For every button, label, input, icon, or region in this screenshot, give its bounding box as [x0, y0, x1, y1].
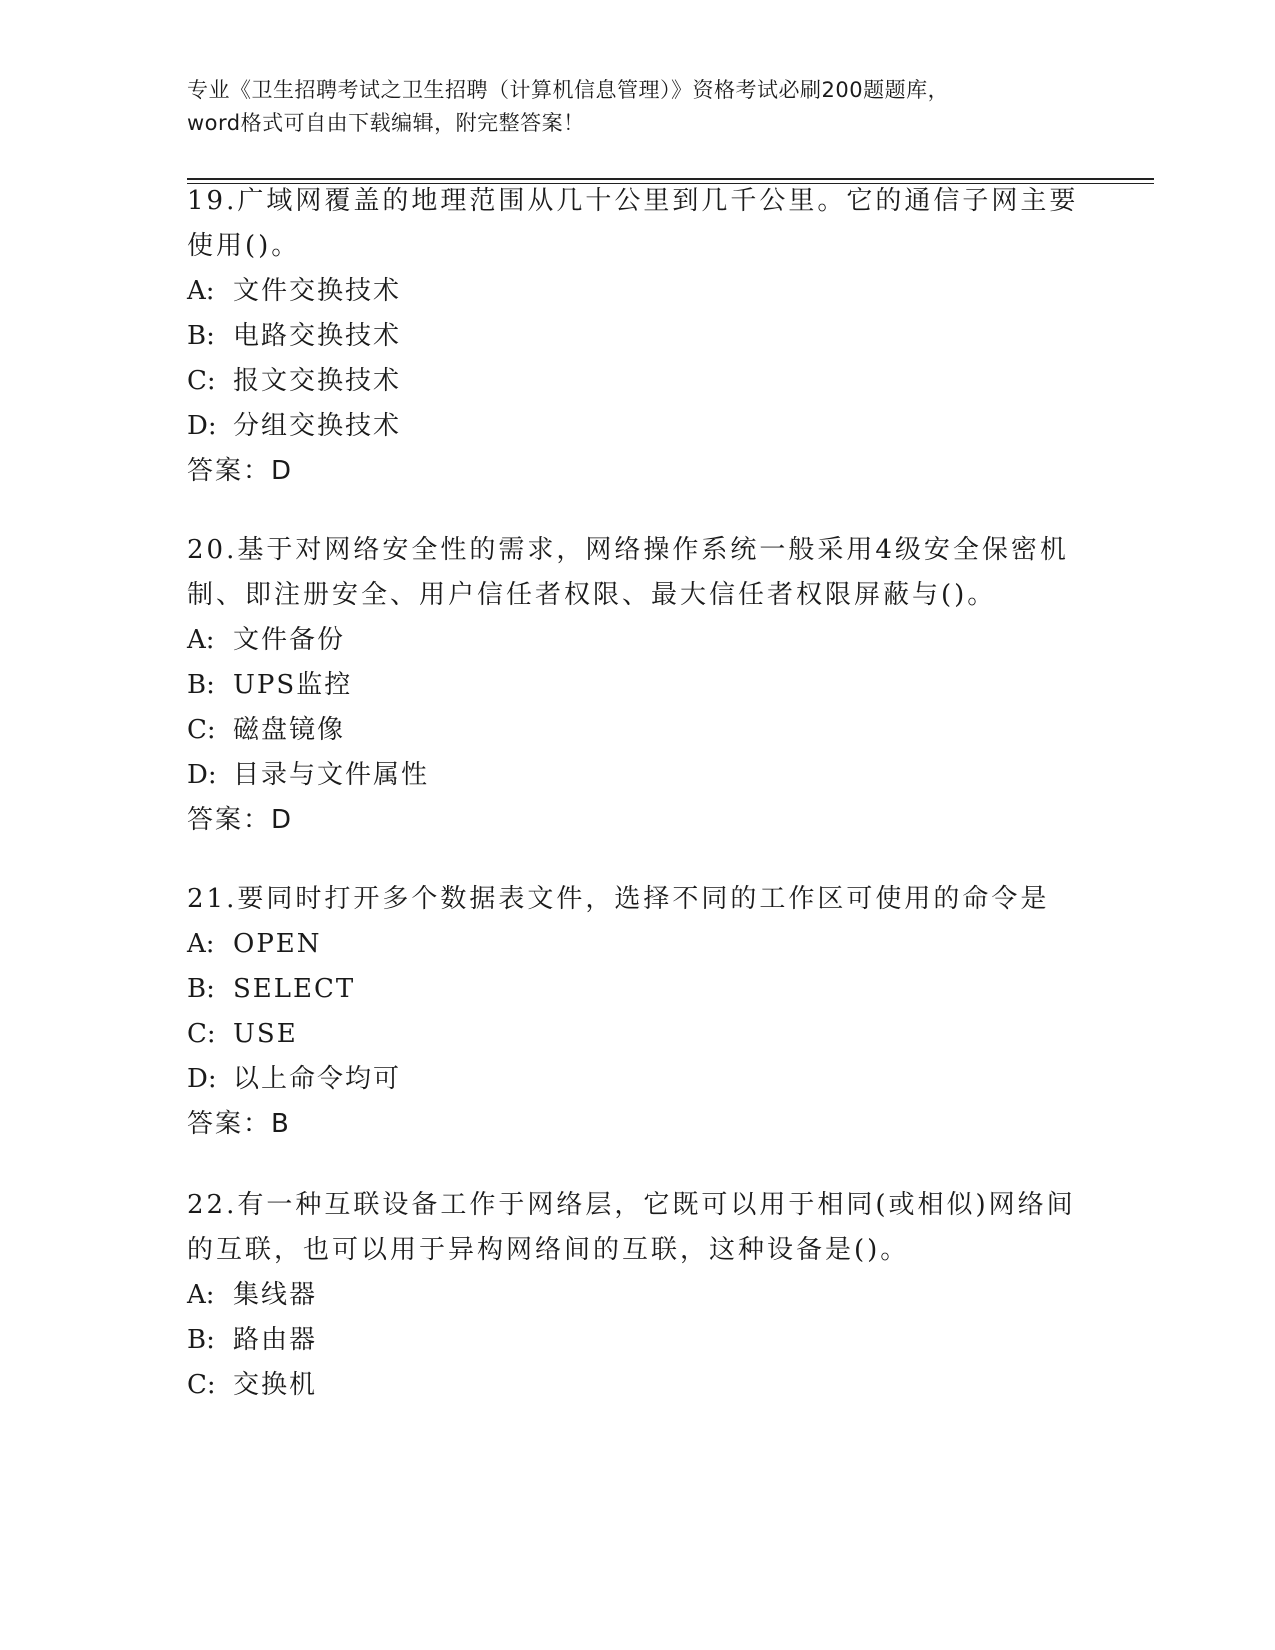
option-b: [187, 314, 1087, 359]
answer-value: D: [271, 805, 292, 835]
option-d: [187, 404, 1087, 449]
question-22: [187, 1183, 1087, 1408]
option-text: 分组交换技术: [233, 411, 402, 441]
option-c: [187, 1012, 1087, 1057]
option-key: A:: [187, 625, 215, 655]
option-c: [187, 359, 1087, 404]
answer-value: B: [271, 1109, 289, 1139]
question-20: [187, 528, 1087, 843]
option-text: SELECT: [233, 974, 356, 1004]
option-key: D:: [187, 1064, 217, 1094]
question-stem-line: 使用()。: [187, 231, 301, 261]
option-b: [187, 1318, 1087, 1363]
option-key: B:: [187, 321, 215, 351]
option-text: 文件交换技术: [233, 276, 402, 306]
option-text: 电路交换技术: [233, 321, 402, 351]
question-21: [187, 877, 1087, 1147]
question-stem-line: 22.有一种互联设备工作于网络层，它既可以用于相同(或相似)网络间: [187, 1190, 1076, 1220]
option-c: [187, 1363, 1087, 1408]
answer-line: [187, 449, 1087, 494]
option-text: 集线器: [233, 1280, 318, 1310]
option-text: 目录与文件属性: [233, 760, 430, 790]
option-d: [187, 1057, 1087, 1102]
option-text: 磁盘镜像: [233, 715, 346, 745]
answer-label: 答案：: [187, 456, 272, 486]
option-a: [187, 922, 1087, 967]
option-a: [187, 1273, 1087, 1318]
option-key: B:: [187, 670, 215, 700]
option-a: [187, 618, 1087, 663]
answer-line: [187, 798, 1087, 843]
option-text: 报文交换技术: [233, 366, 402, 396]
option-key: C:: [187, 715, 216, 745]
option-key: A:: [187, 929, 215, 959]
option-text: OPEN: [233, 929, 322, 959]
answer-label: 答案：: [187, 1109, 272, 1139]
option-d: [187, 753, 1087, 798]
option-b: [187, 663, 1087, 708]
answer-line: [187, 1102, 1087, 1147]
answer-value: D: [271, 456, 292, 486]
option-key: B:: [187, 974, 215, 1004]
option-text: 交换机: [233, 1370, 318, 1400]
question-19: [187, 179, 1087, 494]
question-stem-line: 20.基于对网络安全性的需求，网络操作系统一般采用4级安全保密机: [187, 535, 1069, 565]
question-stem-line: 的互联，也可以用于异构网络间的互联，这种设备是()。: [187, 1235, 910, 1265]
option-key: A:: [187, 276, 215, 306]
option-text: 路由器: [233, 1325, 318, 1355]
option-text: 以上命令均可: [233, 1064, 402, 1094]
option-key: C:: [187, 366, 216, 396]
header-line-2: word格式可自由下载编辑，附完整答案！: [187, 111, 585, 135]
question-stem-line: 21.要同时打开多个数据表文件，选择不同的工作区可使用的命令是: [187, 884, 1050, 914]
option-key: D:: [187, 760, 217, 790]
document-header: [187, 74, 1087, 140]
option-b: [187, 967, 1087, 1012]
option-text: 文件备份: [233, 625, 346, 655]
option-text: USE: [233, 1019, 298, 1049]
option-key: D:: [187, 411, 217, 441]
option-text: UPS监控: [233, 670, 353, 700]
question-stem-line: 制、即注册安全、用户信任者权限、最大信任者权限屏蔽与()。: [187, 580, 997, 610]
answer-label: 答案：: [187, 805, 272, 835]
option-key: C:: [187, 1370, 216, 1400]
header-line-1: 专业《卫生招聘考试之卫生招聘（计算机信息管理）》资格考试必刷200题题库，: [187, 78, 950, 102]
option-c: [187, 708, 1087, 753]
option-key: C:: [187, 1019, 216, 1049]
option-a: [187, 269, 1087, 314]
option-key: B:: [187, 1325, 215, 1355]
option-key: A:: [187, 1280, 215, 1310]
question-stem-line: 19.广域网覆盖的地理范围从几十公里到几千公里。它的通信子网主要: [187, 186, 1079, 216]
